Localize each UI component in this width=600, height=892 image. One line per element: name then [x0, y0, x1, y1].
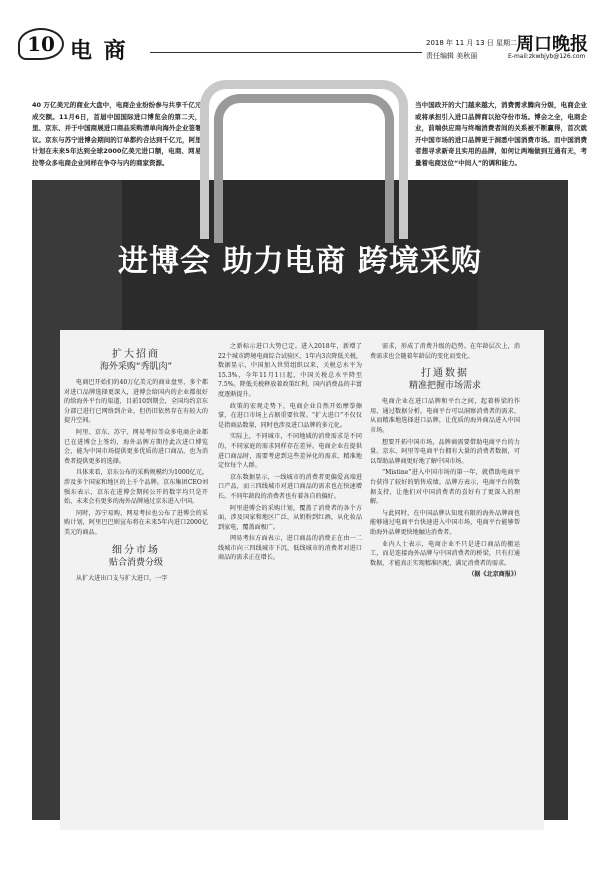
paragraph: 政策的宏观走势下，电商企业自然开始摩拳擦掌，在进口市场上占据重要位置。“扩大进口”不仅仅是指商品数量，同时也涉及进口品牌的多元化。: [218, 402, 362, 429]
subhead-3: 打通数据 精准把握市场需求: [408, 368, 481, 392]
paragraph: 实际上，不同城市，不同地域的消费需求是不同的，不同家庭的需求同样存在差异。电商企业在提供进口商品时，需要考虑到这些差异化的需求，精准地定位每个人群。: [218, 433, 362, 470]
paragraph: 业内人士表示，电商企业不只是进口商品的搬运工，而是连接海外品牌与中国消费者的桥梁，只有打通数据，才能真正实现精准匹配，满足消费者的需求。: [370, 540, 520, 567]
paragraph: 需求，形成了消费升级的趋势。在年龄层次上，消费需求也会随着年龄层的变化而变化。: [370, 343, 520, 360]
newspaper-logo: 周口晚报: [516, 34, 588, 55]
paragraph: 阿里进博会的采购计划，覆盖了消费者的各个方面，涉及国家和地区广泛，从奶粉到红酒，从化妆品到家电，覆盖面极广。: [218, 504, 362, 531]
paragraph: “Mistine”进入中国市场的第一年，就借助电商平台获得了较好的销售成绩。品牌方表示，电商平台的数据支持，让他们对中国消费者的喜好有了更深入的理解。: [370, 469, 520, 506]
paragraph: 电商企业在进口品牌和平台之间，起着桥梁的作用，通过数据分析，电商平台可以洞察消费者的需求，从而精准地选择进口品牌，让优质的海外商品进入中国市场。: [370, 398, 520, 434]
issue-date: 2018 年 11 月 13 日 星期二: [426, 39, 517, 47]
paragraph: 网易考拉方面表示，进口商品的消费正在由一二线城市向三四线城市下沉，低线城市的消费者对进口商品的需求正在增长。: [218, 535, 362, 562]
editor-credit: 责任编辑 美秋丽: [426, 52, 478, 60]
page-number: 10: [18, 28, 64, 60]
paragraph: 同时，苏宁易购、网易考拉也公布了进博会的采购计划，阿里巴巴则宣布将在未来5年内进口2000亿美元的商品。: [64, 509, 208, 536]
main-headline: 进博会 助力电商 跨境采购: [118, 244, 482, 279]
bag-handle-inner: [214, 94, 394, 243]
paragraph: 之新标示进口大势已定。进入2018年，新增了22个城市跨境电商综合试验区，1年内3次降低关税，数据显示，中国加入世贸组织以来，关税总水平为15.3%，今年11月1日起，中国关税总水平降至7.5%。降低关税释放着政策红利，国内消费品的丰富度逐渐提升。: [218, 343, 362, 398]
article-source: （据《北京商报》）: [468, 571, 520, 579]
article-column-1: [64, 342, 208, 585]
paragraph: 与此同时，在中国品牌认知度有限的海外品牌商也能够通过电商平台快速进入中国市场，电商平台能够帮助海外品牌更快地触达消费者。: [370, 509, 520, 536]
contact-email: E-mail:zkwbjyb@126.com: [508, 53, 586, 60]
header-rule: [150, 52, 422, 53]
page-header: [0, 0, 600, 72]
paragraph: 从扩大进出口支与扩大进口，一字: [76, 574, 168, 582]
paragraph: 想要开拓中国市场，品牌商需要借助电商平台的力量。京东、阿里等电商平台拥有大量的消费者数据，可以帮助品牌商更好地了解中国市场。: [370, 438, 520, 465]
paragraph: 京东数据显示，一线城市的消费者更偏爱高端进口产品，而三四线城市对进口商品的需求也在快速增长。不同年龄段的消费者也有着各自的偏好。: [218, 473, 362, 500]
section-title: 电 商: [70, 38, 128, 64]
subhead-2: 细分市场 贴合消费分级: [108, 544, 163, 568]
intro-text-right: 当中国政开的大门越来越大，消费需求腾向分级，电商企业或将承担引入进口品牌商以抢夺份市场。博会之全，电商企业，前端供应商与终端消费者间的关系被不断赢得，首次就开中国市场的进口品牌更于洞悉中国消费市场。而中国消费者想寻求新奇且实用的品牌，如何让两端做到互通有无，考量着电商这位“中间人”的调和能力。: [415, 101, 587, 167]
intro-text-left: 40 万亿美元的商业大盘中，电商企业纷纷参与共享千亿元的成交额。11月6日，首届中国国际进口博览会的第二天，阿里、京东、并于中国商展进口商品采购清单向海外企业签署协议。京东与苏宁进博会期间的订单都约合达到千亿元，阿里则计划在未来5年达到全球2000亿美元进口额，电商、网易考拉等众多电商企业同样在争夺与内的商家资源。: [32, 101, 208, 167]
article-column-2: [218, 342, 362, 565]
subhead-1: 扩大招商 海外采购“秀肌肉”: [99, 349, 173, 372]
paragraph: 电商巴开始们的40万亿美元的商业盘里，多个都对进口品牌选择更深入，进博会给国内的企业都很好的给海外平台的渠道，目前10到期会，全国均约京东分部已进行已网络到企业，但仍旧依然存在有较大的提升空间。: [64, 379, 208, 425]
paragraph: 阿里、京东、苏宁、网易考拉等众多电商企业都已在进博会上签约，海外品牌方期待此次进口博览会，能为中国市场提供更多优质的进口商品，也为消费者提供更多的选择。: [64, 428, 208, 465]
article-column-3: [370, 342, 520, 580]
paragraph: 具体来看，京东公布的采购规模约为1000亿元，涉及多个国家和地区的上千个品牌。京东集团CEO刘强东表示，京东在进博会期间公开的数字均只是开始，未来会有更多的海外品牌通过京东进入中国。: [64, 469, 208, 506]
